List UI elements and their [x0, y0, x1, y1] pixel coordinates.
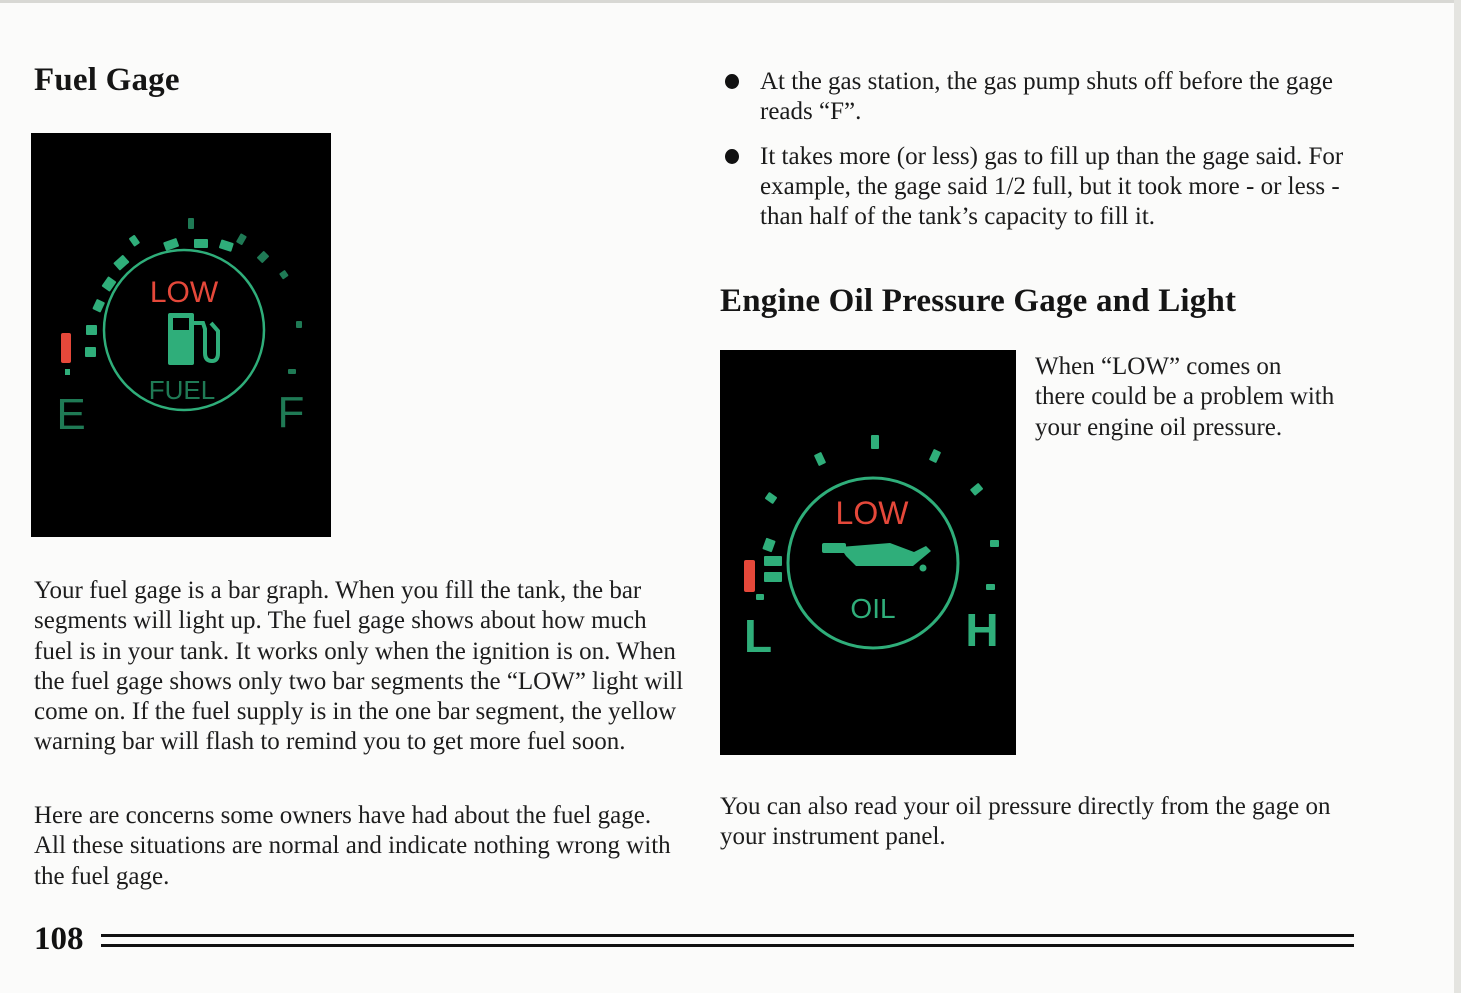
fuel-gage-segment: [288, 369, 296, 374]
fuel-gage-segment: [65, 369, 70, 375]
page-number: 108: [34, 921, 84, 957]
fuel-gage-segment: [279, 270, 289, 280]
fuel-gage-segment: [194, 239, 208, 248]
oil-oil-label: OIL: [850, 593, 896, 624]
fuel-gage-segment: [85, 347, 96, 357]
oil-gage-tick: [871, 435, 879, 449]
page-edge-shadow: [1454, 0, 1461, 993]
oil-pressure-heading: Engine Oil Pressure Gage and Light: [720, 283, 1237, 319]
oil-can-icon: [822, 543, 931, 572]
oil-pressure-description: You can also read your oil pressure directly from the gage on your instrument panel.: [720, 793, 1331, 851]
list-item: [721, 142, 1361, 233]
oil-gage-tick: [762, 538, 776, 553]
oil-gage-tick: [756, 594, 764, 600]
fuel-low-label: LOW: [149, 276, 219, 309]
oil-gage-low-segment: [744, 560, 755, 592]
list-item: [721, 67, 1361, 128]
fuel-gage-description: Your fuel gage is a bar graph. When you fill the tank, the bar segments will light up. The fuel gage shows about how much fuel is in your tank. It works only when the ignition is on. When the fuel gage shows only two bar segments the “LOW” light will come on. If the fuel supply is in the one bar segment, the yellow warning bar will flash to remind you to get more fuel soon.: [34, 577, 684, 756]
oil-pressure-gage-illustration: [720, 350, 1016, 755]
oil-gage-tick: [764, 556, 782, 566]
fuel-gage-concerns-intro: Here are concerns some owners have had about the fuel gage. All these situations are normal and indicate nothing wrong with the fuel gage.: [34, 802, 671, 890]
fuel-gage-segment: [86, 325, 97, 335]
fuel-gage-low-segment: [61, 333, 71, 363]
oil-low-label: LOW: [835, 495, 909, 531]
bullet-icon: [725, 149, 739, 164]
oil-gage-tick: [764, 572, 782, 582]
fuel-empty-label: E: [56, 390, 86, 439]
fuel-full-label: F: [277, 388, 305, 437]
concern-text: It takes more (or less) gas to fill up than the gage said. For example, the gage said 1/2 full, but it took more - or less - than half of the tank’s capacity to fill it.: [760, 142, 1344, 231]
fuel-pump-icon: [168, 313, 218, 365]
fuel-gage-heading: Fuel Gage: [34, 62, 180, 98]
footer-rule-bottom: [101, 944, 1354, 947]
fuel-gage-illustration: [31, 133, 331, 537]
top-edge: [0, 0, 1455, 3]
oil-gage-tick: [765, 492, 778, 504]
fuel-gage-figure: [31, 133, 331, 537]
fuel-gage-segment: [219, 239, 234, 252]
oil-pressure-gage-figure: [720, 350, 1016, 755]
footer-rule-top: [101, 934, 1354, 937]
oil-low-scale-label: L: [743, 610, 773, 662]
oil-gage-tick: [970, 483, 984, 496]
fuel-gage-segment: [236, 233, 247, 245]
fuel-concerns-list: [721, 67, 1361, 246]
fuel-gage-segment: [257, 251, 270, 264]
fuel-gage-segment: [113, 255, 129, 271]
fuel-gage-segment: [92, 299, 105, 313]
fuel-fuel-label: FUEL: [148, 375, 216, 405]
oil-gage-tick: [929, 449, 941, 463]
oil-gage-tick: [990, 540, 999, 547]
fuel-gage-segment: [296, 321, 302, 328]
oil-gage-tick: [986, 584, 995, 590]
oil-gage-tick: [814, 452, 826, 466]
fuel-gage-segment: [129, 235, 140, 247]
oil-high-scale-label: H: [965, 604, 999, 656]
fuel-gage-segment: [188, 218, 194, 229]
concern-text: At the gas station, the gas pump shuts off before the gage reads “F”.: [760, 68, 1334, 126]
oil-low-warning-text: When “LOW” comes on there could be a problem with your engine oil pressure.: [1035, 353, 1335, 441]
bullet-icon: [725, 74, 739, 89]
